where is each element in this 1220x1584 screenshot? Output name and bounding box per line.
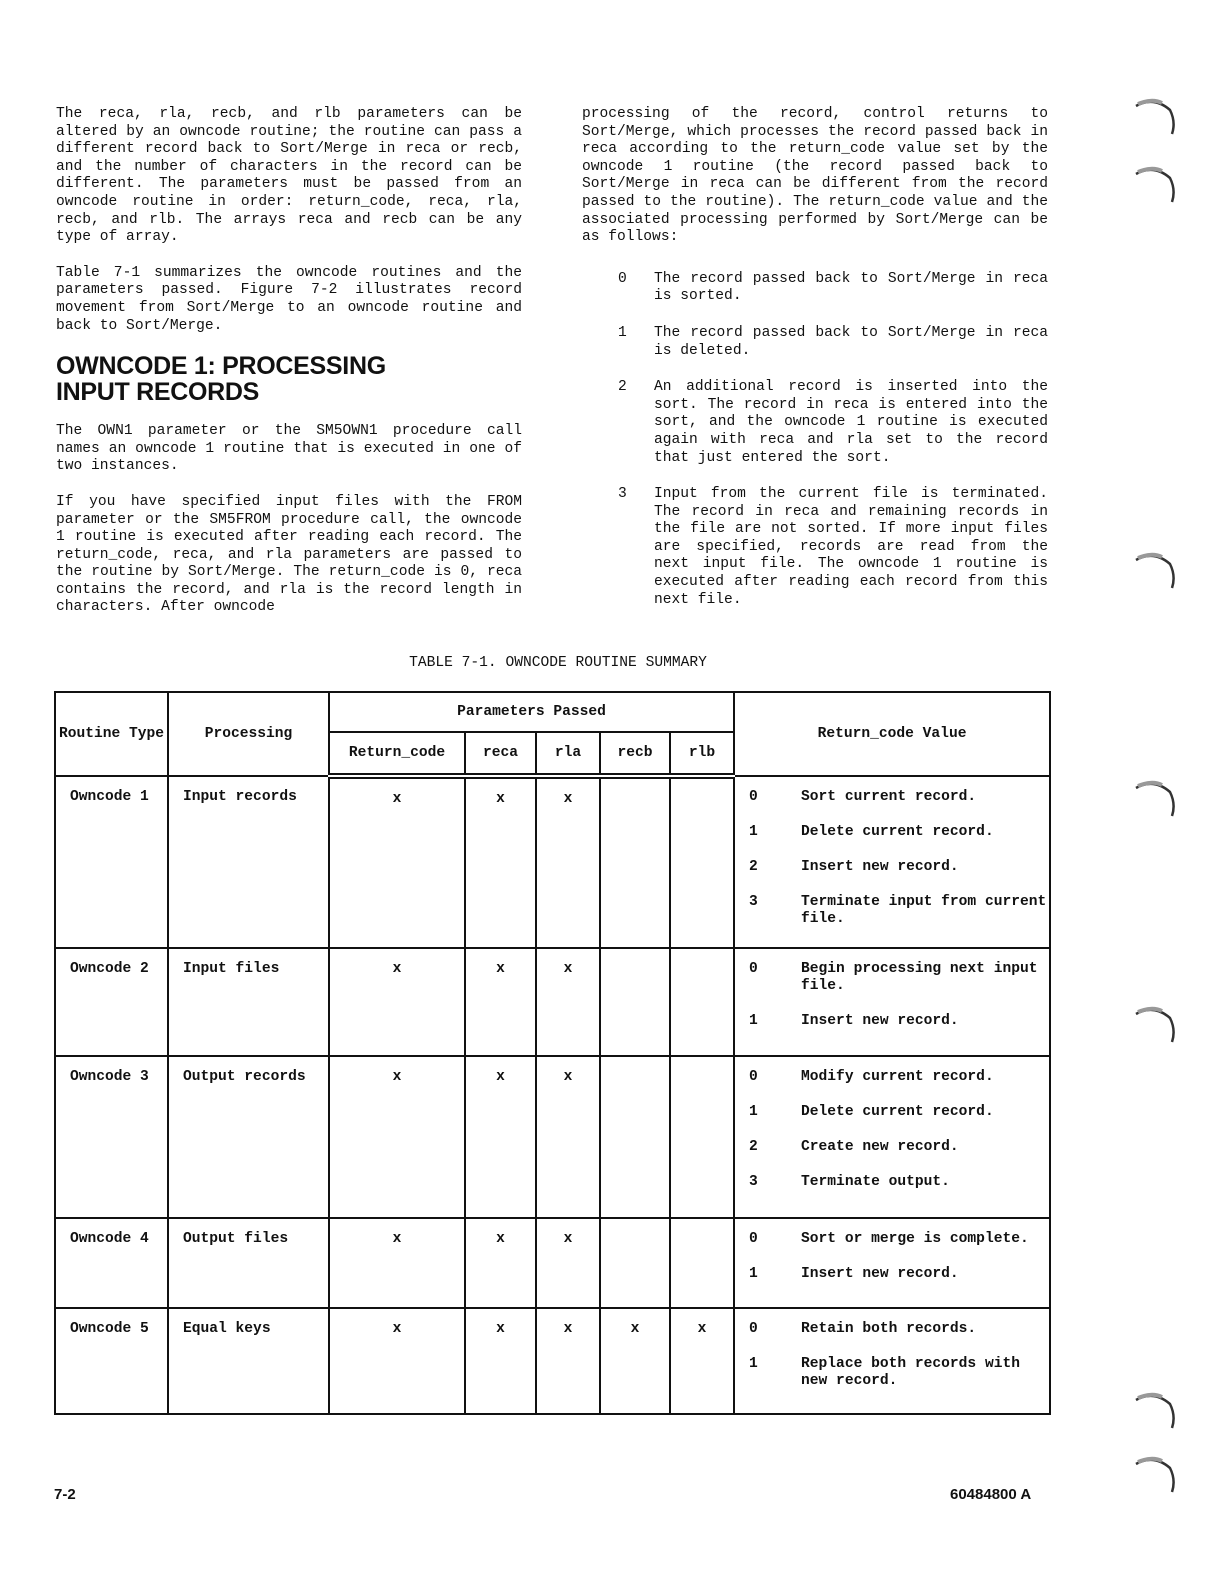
list-item [735, 789, 1049, 806]
cell-return-values [734, 1218, 1050, 1308]
header-rla: rla [536, 732, 600, 776]
cell-processing: Input records [168, 776, 329, 948]
intro-paragraph: The reca, rla, recb, and rlb parameters can be altered by an owncode routine; the routine can pass a different record back to Sort/Merge in reca or recb, and the number of characters in the record can be different. The parameters must be passed from an owncode routine in order: return_code, reca, rla, recb, and rlb. The arrays reca and recb can be any type of array. [56, 106, 522, 246]
value-number: 3 [749, 1174, 758, 1190]
cell-reca: x [465, 948, 536, 1056]
header-return-code: Return_code [329, 732, 465, 776]
cell-processing: Output files [168, 1218, 329, 1308]
input-files-paragraph: If you have specified input files with the FROM parameter or the SM5FROM procedure call, the owncode 1 routine is executed after reading each record. The return_code, reca, and rla parameters are passed to the routine by Sort/Merge. The return_code is 0, reca contains the record, and rla is the record length in characters. After owncode [56, 493, 522, 616]
list-item [735, 961, 1049, 995]
value-number: 1 [749, 1356, 758, 1372]
cell-reca: x [465, 776, 536, 948]
cell-return-values [734, 1056, 1050, 1218]
value-text: Insert new record. [801, 859, 959, 875]
cell-rla: x [536, 948, 600, 1056]
page-number: 7-2 [54, 1486, 76, 1503]
cell-processing: Input files [168, 948, 329, 1056]
header-parameters-passed: Parameters Passed [329, 692, 734, 732]
cell-processing: Equal keys [168, 1308, 329, 1414]
value-number: 0 [749, 961, 758, 977]
left-column [56, 106, 522, 635]
cell-return-values [734, 1308, 1050, 1414]
value-number: 0 [749, 789, 758, 805]
list-item [582, 271, 1048, 306]
value-text: Insert new record. [801, 1266, 959, 1282]
cell-rlb [670, 1218, 734, 1308]
cell-reca: x [465, 1056, 536, 1218]
list-item [735, 1266, 1049, 1283]
cell-recb: x [600, 1308, 670, 1414]
list-item [735, 1356, 1049, 1390]
own1-paragraph: The OWN1 parameter or the SM5OWN1 procedure call names an owncode 1 routine that is executed in one of two instances. [56, 423, 522, 475]
value-text: Delete current record. [801, 824, 994, 840]
continuation-paragraph: processing of the record, control returns to Sort/Merge, which processes the record passed back in reca according to the return_code value set by the owncode 1 routine (the record passed back to Sort/Merge in reca can be different from the record passed to the routine). The return_code value and the associated processing performed by Sort/Merge can be as follows: [582, 106, 1048, 246]
header-reca: reca [465, 732, 536, 776]
code-description: An additional record is inserted into the sort. The record in reca is entered into the sort, and the owncode 1 routine is executed again with reca and rla set to the record that just entered the sort. [654, 379, 1048, 466]
list-item [735, 859, 1049, 876]
header-processing: Processing [168, 692, 329, 776]
cell-processing: Output records [168, 1056, 329, 1218]
value-text: Begin processing next input file. [801, 961, 1038, 994]
cell-routine-type: Owncode 2 [55, 948, 168, 1056]
code-description: The record passed back to Sort/Merge in reca is deleted. [654, 324, 1048, 359]
right-column [582, 106, 1048, 628]
value-number: 1 [749, 824, 758, 840]
list-item [735, 1069, 1049, 1086]
value-number: 3 [749, 894, 758, 910]
list-item [735, 824, 1049, 841]
cell-return-code: x [329, 1056, 465, 1218]
list-item [582, 486, 1048, 609]
header-routine-type: Routine Type [55, 692, 168, 776]
value-text: Sort current record. [801, 789, 977, 805]
binder-hole-mark-icon [1132, 162, 1178, 208]
cell-rla: x [536, 1308, 600, 1414]
code-number: 3 [618, 486, 627, 503]
value-text: Create new record. [801, 1139, 959, 1155]
table-row [55, 1218, 1050, 1308]
cell-return-code: x [329, 1308, 465, 1414]
code-description: The record passed back to Sort/Merge in reca is sorted. [654, 270, 1048, 305]
value-number: 2 [749, 859, 758, 875]
document-number: 60484800 A [950, 1486, 1032, 1503]
binder-hole-mark-icon [1132, 1002, 1178, 1048]
list-item [582, 325, 1048, 360]
code-number: 1 [618, 324, 627, 341]
code-number: 0 [618, 270, 627, 287]
return-code-list [582, 271, 1048, 610]
cell-return-code: x [329, 948, 465, 1056]
list-item [735, 1174, 1049, 1191]
cell-reca: x [465, 1218, 536, 1308]
table-row [55, 1056, 1050, 1218]
cell-rla: x [536, 776, 600, 948]
value-number: 0 [749, 1321, 758, 1337]
cell-rlb: x [670, 1308, 734, 1414]
value-text: Terminate input from current file. [801, 894, 1047, 927]
owncode-summary-table [54, 691, 1051, 1415]
cell-rla: x [536, 1056, 600, 1218]
cell-return-code: x [329, 776, 465, 948]
value-text: Sort or merge is complete. [801, 1231, 1029, 1247]
list-item [582, 379, 1048, 467]
cell-recb [600, 1218, 670, 1308]
cell-routine-type: Owncode 4 [55, 1218, 168, 1308]
heading-line-2: INPUT RECORDS [56, 378, 260, 407]
header-rlb: rlb [670, 732, 734, 776]
cell-recb [600, 948, 670, 1056]
list-item [735, 1104, 1049, 1121]
cell-routine-type: Owncode 3 [55, 1056, 168, 1218]
value-text: Replace both records with new record. [801, 1356, 1020, 1389]
heading-line-1: OWNCODE 1: PROCESSING [56, 352, 386, 381]
value-number: 2 [749, 1139, 758, 1155]
binder-hole-mark-icon [1132, 1452, 1178, 1498]
binder-hole-mark-icon [1132, 1388, 1178, 1434]
list-item [735, 1231, 1049, 1248]
value-number: 0 [749, 1069, 758, 1085]
header-return-code-value: Return_code Value [734, 692, 1050, 776]
cell-return-code: x [329, 1218, 465, 1308]
value-text: Terminate output. [801, 1174, 950, 1190]
cell-rlb [670, 948, 734, 1056]
header-recb: recb [600, 732, 670, 776]
cell-rlb [670, 1056, 734, 1218]
value-text: Insert new record. [801, 1013, 959, 1029]
list-item [735, 1321, 1049, 1338]
cell-return-values [734, 948, 1050, 1056]
list-item [735, 1139, 1049, 1156]
binder-hole-mark-icon [1132, 548, 1178, 594]
cell-rla: x [536, 1218, 600, 1308]
list-item [735, 1013, 1049, 1030]
section-heading [56, 353, 522, 405]
cell-routine-type: Owncode 5 [55, 1308, 168, 1414]
cell-return-values [734, 776, 1050, 948]
cell-reca: x [465, 1308, 536, 1414]
table-row [55, 776, 1050, 948]
cell-recb [600, 1056, 670, 1218]
cell-routine-type: Owncode 1 [55, 776, 168, 948]
cell-rlb [670, 776, 734, 948]
code-number: 2 [618, 379, 627, 396]
cell-recb [600, 776, 670, 948]
value-text: Delete current record. [801, 1104, 994, 1120]
value-number: 0 [749, 1231, 758, 1247]
value-number: 1 [749, 1104, 758, 1120]
binder-hole-mark-icon [1132, 94, 1178, 140]
list-item [735, 894, 1049, 928]
table-row [55, 948, 1050, 1056]
value-number: 1 [749, 1266, 758, 1282]
value-number: 1 [749, 1013, 758, 1029]
summary-paragraph: Table 7-1 summarizes the owncode routines and the parameters passed. Figure 7-2 illustrates record movement from Sort/Merge to an owncode routine and back to Sort/Merge. [56, 264, 522, 334]
value-text: Modify current record. [801, 1069, 994, 1085]
value-text: Retain both records. [801, 1321, 977, 1337]
table-caption: TABLE 7-1. OWNCODE ROUTINE SUMMARY [409, 655, 707, 671]
table-row [55, 1308, 1050, 1414]
binder-hole-mark-icon [1132, 776, 1178, 822]
code-description: Input from the current file is terminated. The record in reca and remaining records in the file are not sorted. If more input files are specified, records are read from the next input file. The owncode 1 routine is executed after reading each record from this next file. [654, 486, 1048, 608]
